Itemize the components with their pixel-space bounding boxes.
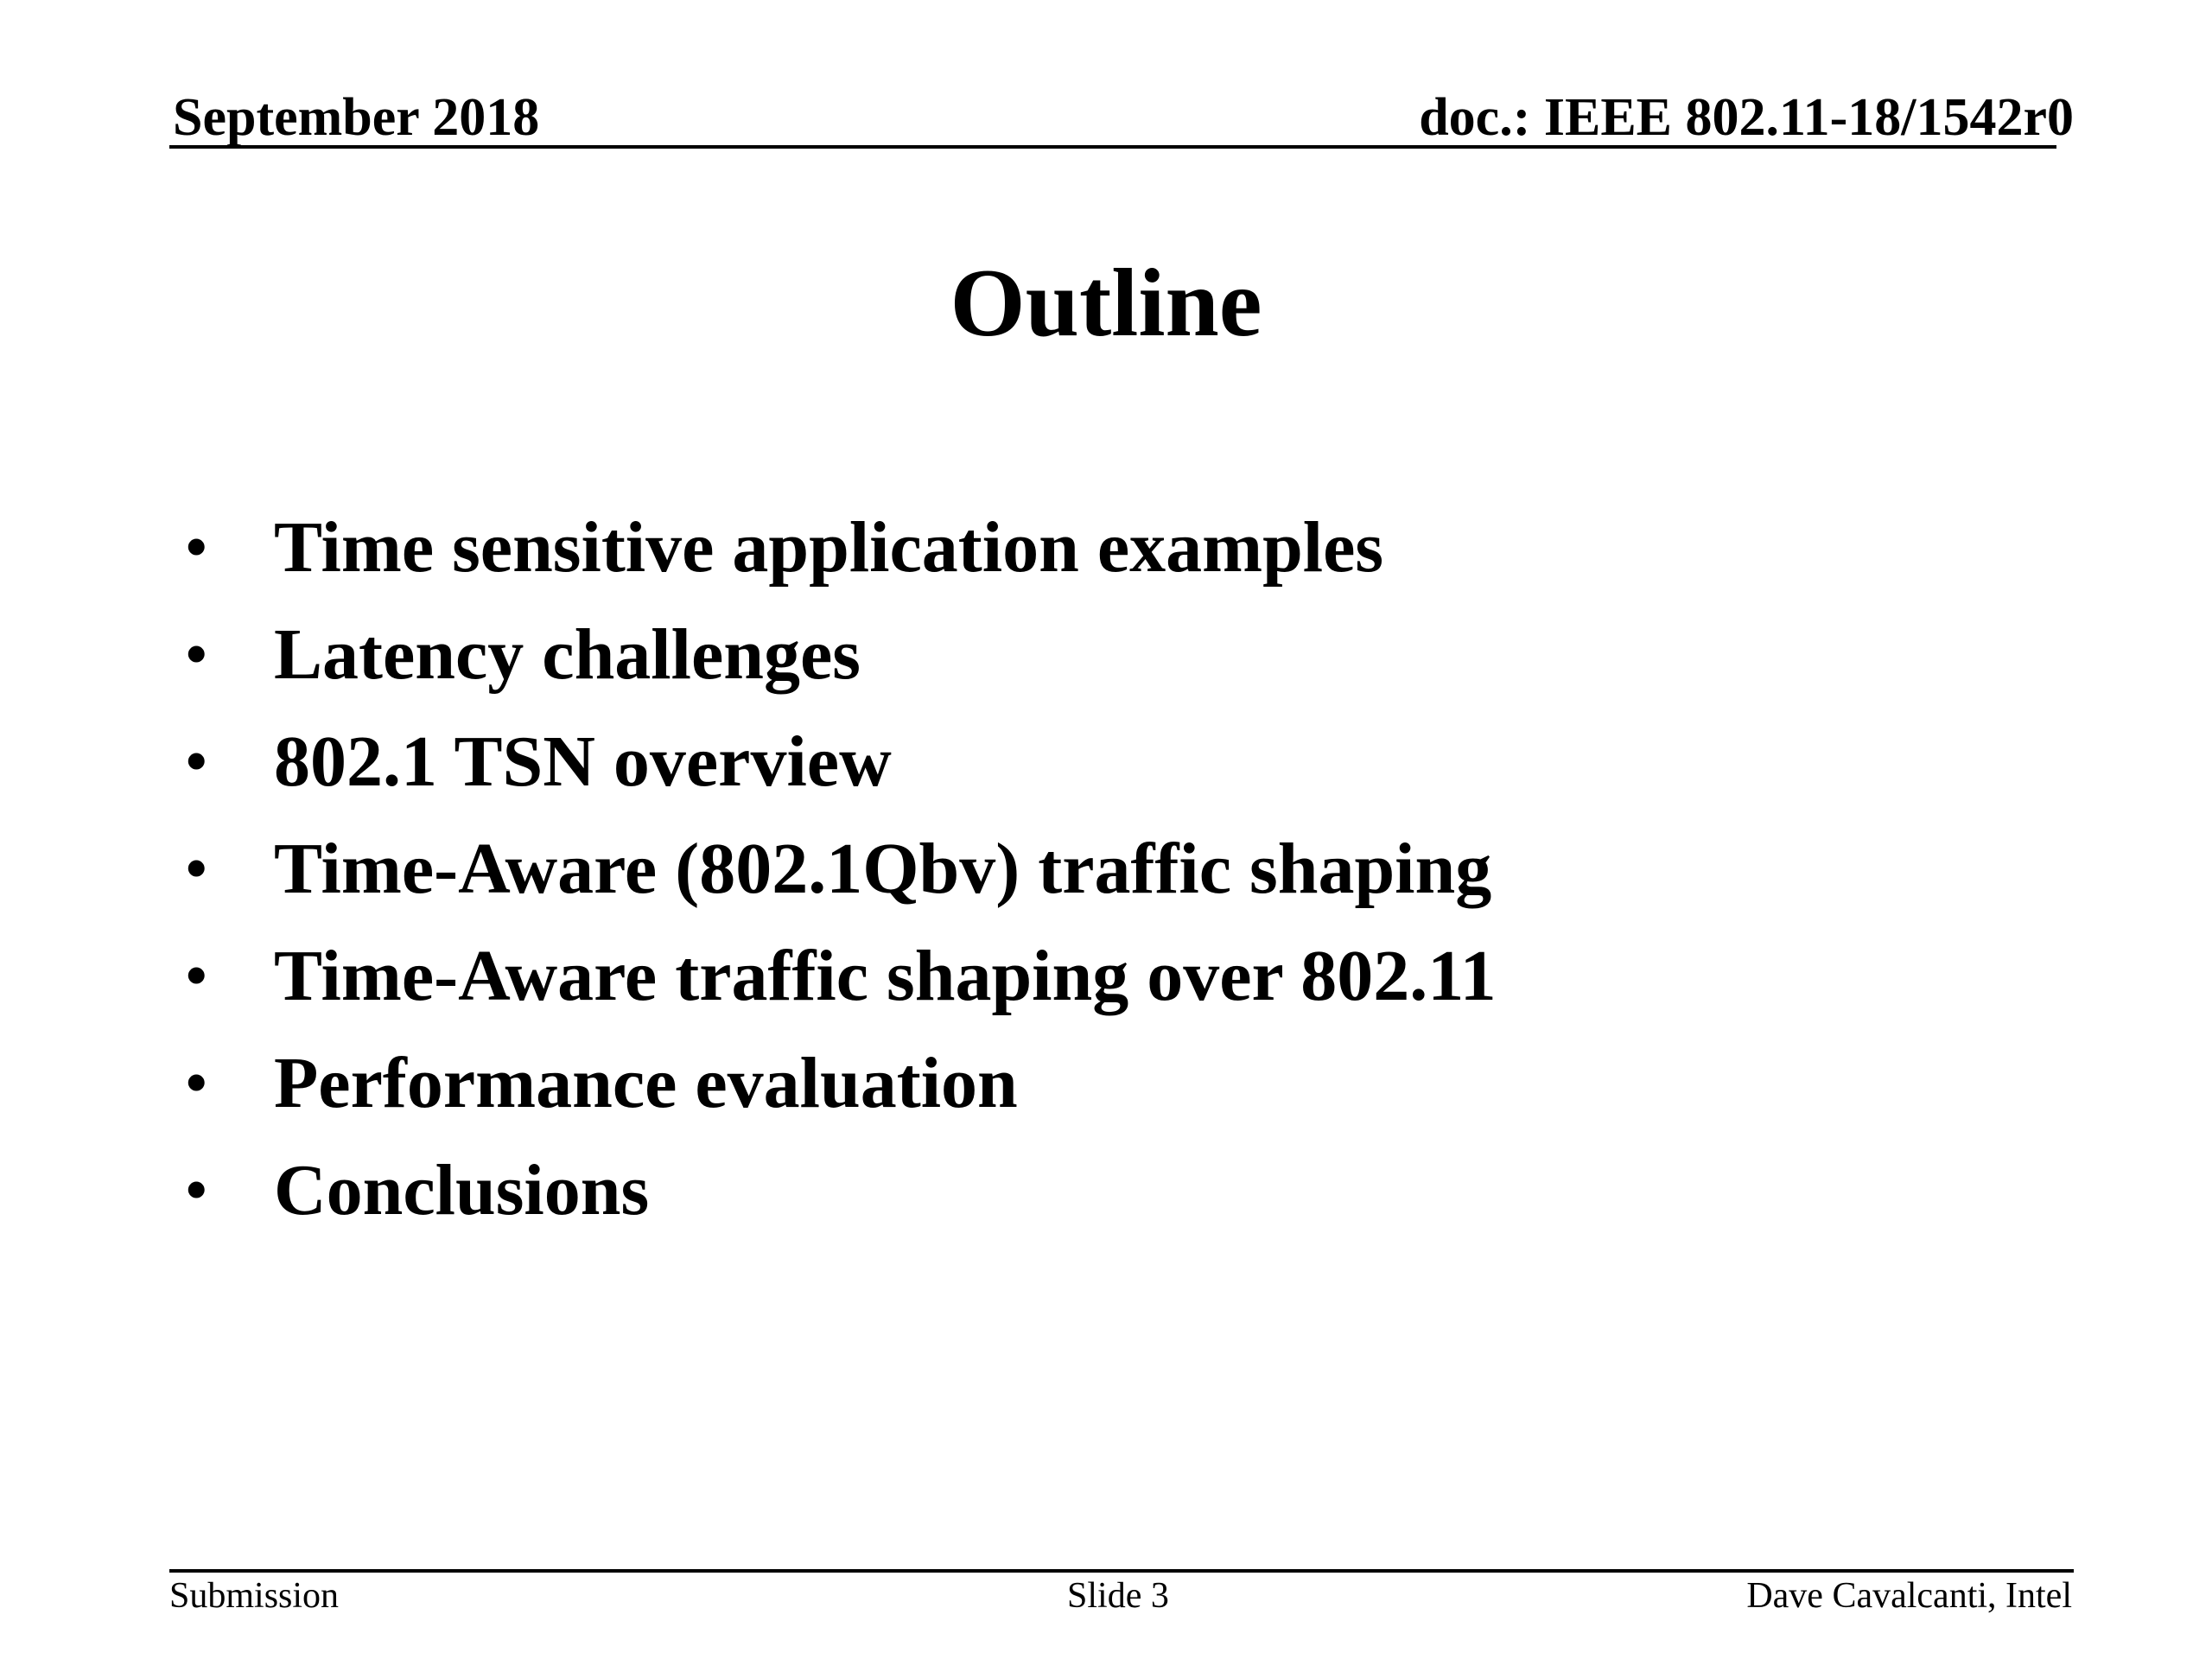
bullet-item [186, 816, 1497, 923]
bullet-text: Time-Aware traffic shaping over 802.11 [274, 936, 1497, 1016]
bullet-item [186, 923, 1497, 1030]
bullet-text: Conclusions [274, 1150, 650, 1230]
bullet-marker: • [186, 1050, 207, 1116]
bullet-text: Performance evaluation [274, 1043, 1018, 1123]
bullet-marker: • [186, 728, 207, 795]
bullet-marker: • [186, 514, 207, 581]
bullet-item [186, 1030, 1497, 1137]
bullet-marker: • [186, 621, 207, 688]
bullet-item [186, 601, 1497, 709]
slide-title: Outline [950, 250, 1262, 357]
header-divider [169, 145, 2056, 149]
bullet-item [186, 494, 1497, 601]
bullet-marker: • [186, 1157, 207, 1224]
bullet-text: Time-Aware (802.1Qbv) traffic shaping [274, 829, 1492, 909]
bullet-item [186, 709, 1497, 816]
bullet-item [186, 1137, 1497, 1244]
bullet-text: 802.1 TSN overview [274, 721, 892, 802]
bullet-marker: • [186, 943, 207, 1009]
footer-slide-number: Slide 3 [1067, 1576, 1169, 1616]
bullet-marker: • [186, 836, 207, 902]
header-doc-number: doc.: IEEE 802.11-18/1542r0 [1419, 88, 2074, 147]
bullet-list [186, 494, 1497, 1244]
header-date: September 2018 [173, 88, 540, 147]
bullet-text: Latency challenges [274, 614, 861, 695]
footer-divider [169, 1569, 2074, 1573]
footer-submission: Submission [169, 1576, 340, 1616]
bullet-text: Time sensitive application examples [274, 507, 1384, 588]
footer-author: Dave Cavalcanti, Intel [1746, 1576, 2072, 1616]
